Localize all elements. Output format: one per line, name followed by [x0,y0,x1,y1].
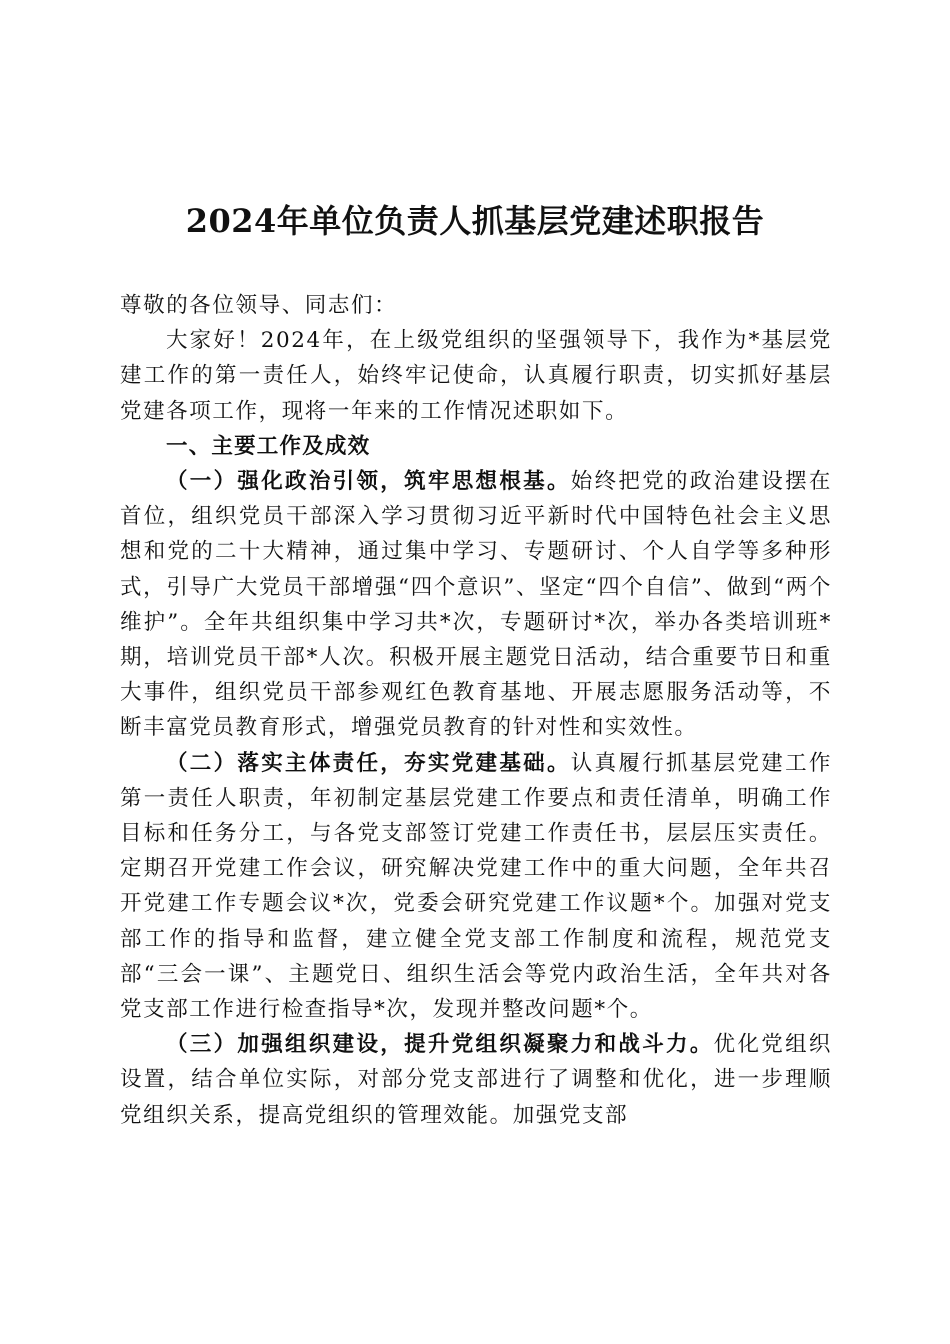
item-2-text: 认真履行抓基层党建工作第一责任人职责，年初制定基层党建工作要点和责任清单，明确工作目标和任务分工，与各党支部签订党建工作责任书，层层压实责任。定期召开党建工作会议，研究解决党建工作中的重大问题，全年共召开党建工作专题会议*次，党委会研究党建工作议题*个。加强对党支部工作的指导和监督，建立健全党支部工作制度和流程，规范党支部“三会一课”、主题党日、组织生活会等党内政治生活，全年共对各党支部工作进行检查指导*次，发现并整改问题*个。 [120,750,833,1023]
paragraph-item-1 [120,464,832,746]
paragraph-item-2 [120,746,832,1028]
page-title: 2024年单位负责人抓基层党建述职报告 [185,202,765,240]
document-body [120,288,832,1133]
intro-paragraph: 大家好！2024年，在上级党组织的坚强领导下，我作为*基层党建工作的第一责任人，始终牢记使命，认真履行职责，切实抓好基层党建各项工作，现将一年来的工作情况述职如下。 [120,328,832,424]
item-3-lead: （三）加强组织建设，提升党组织凝聚力和战斗力。 [166,1032,714,1058]
section-heading: 一、主要工作及成效 [166,433,371,459]
item-3-text: 优化党组织设置，结合单位实际，对部分党支部进行了调整和优化，进一步理顺党组织关系，提高党组织的管理效能。加强党支部 [120,1032,832,1128]
item-1-lead: （一）强化政治引领，筑牢思想根基。 [166,469,571,495]
paragraph-item-3 [120,1027,832,1133]
item-2-lead: （二）落实主体责任，夯实党建基础。 [166,750,571,776]
item-1-text: 始终把党的政治建设摆在首位，组织党员干部深入学习贯彻习近平新时代中国特色社会主义思想和党的二十大精神，通过集中学习、专题研讨、个人自学等多种形式，引导广大党员干部增强“四个意识”、坚定“四个自信”、做到“两个维护”。全年共组织集中学习共*次，专题研讨*次，举办各类培训班*期，培训党员干部*人次。积极开展主题党日活动，结合重要节日和重大事件，组织党员干部参观红色教育基地、开展志愿服务活动等，不断丰富党员教育形式，增强党员教育的针对性和实效性。 [120,469,833,741]
salutation: 尊敬的各位领导、同志们： [120,293,398,318]
